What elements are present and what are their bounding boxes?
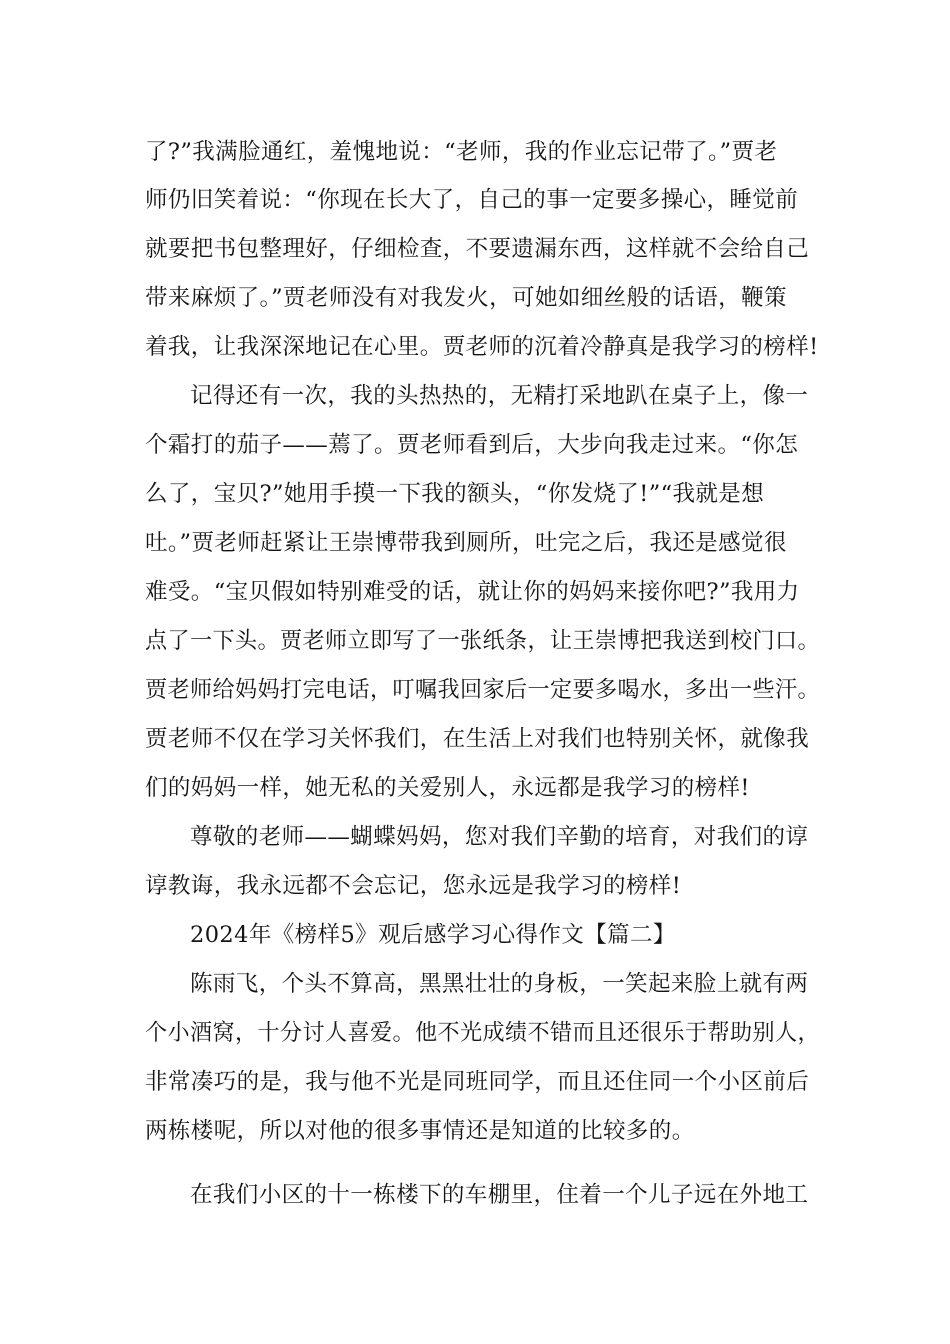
text-line: 两栋楼呢，所以对他的很多事情还是知道的比较多的。 <box>145 1118 695 1144</box>
paragraph-first-line: 尊敬的老师——蝴蝶妈妈，您对我们辛勤的培育，对我们的谆 <box>190 824 809 850</box>
text-line: 点了一下头。贾老师立即写了一张纸条，让王崇博把我送到校门口。 <box>145 628 820 654</box>
paragraph-first-line: 记得还有一次，我的头热热的，无精打采地趴在桌子上，像一 <box>190 383 809 409</box>
text-line: 了?”我满脸通红，羞愧地说：“老师，我的作业忘记带了。”贾老 <box>145 139 778 165</box>
text-line: 就要把书包整理好，仔细检查，不要遗漏东西，这样就不会给自己 <box>145 236 810 262</box>
paragraph-first-line: 陈雨飞，个头不算高，黑黑壮壮的身板，一笑起来脸上就有两 <box>190 971 809 997</box>
section-heading: 2024年《榜样5》观后感学习心得作文【篇二】 <box>190 922 676 948</box>
text-line: 个小酒窝，十分讨人喜爱。他不光成绩不错而且还很乐于帮助别人， <box>145 1020 820 1046</box>
text-line: 们的妈妈一样，她无私的关爱别人，永远都是我学习的榜样! <box>145 775 750 801</box>
text-line: 带来麻烦了。”贾老师没有对我发火，可她如细丝般的话语，鞭策 <box>145 285 787 311</box>
text-line: 吐。”贾老师赶紧让王崇博带我到厕所，吐完之后，我还是感觉很 <box>145 530 787 556</box>
text-line: 贾老师给妈妈打完电话，叮嘱我回家后一定要多喝水，多出一些汗。 <box>145 677 820 703</box>
text-line: 非常凑巧的是，我与他不光是同班同学，而且还住同一个小区前后 <box>145 1069 810 1095</box>
text-line: 贾老师不仅在学习关怀我们，在生活上对我们也特别关怀，就像我 <box>145 726 810 752</box>
text-line: 师仍旧笑着说：“你现在长大了，自己的事一定要多操心，睡觉前 <box>145 187 799 213</box>
text-line: 么了，宝贝?”她用手摸一下我的额头，“你发烧了!”“我就是想 <box>145 481 765 507</box>
text-line: 个霜打的茄子——蔫了。贾老师看到后，大步向我走过来。“你怎 <box>145 432 799 458</box>
text-line: 难受。“宝贝假如特别难受的话，就让你的妈妈来接你吧?”我用力 <box>145 579 800 605</box>
text-line: 着我，让我深深地记在心里。贾老师的沉着冷静真是我学习的榜样! <box>145 334 819 360</box>
paragraph-first-line: 在我们小区的十一栋楼下的车棚里，住着一个儿子远在外地工 <box>190 1182 809 1208</box>
text-line: 谆教诲，我永远都不会忘记，您永远是我学习的榜样! <box>145 873 682 899</box>
